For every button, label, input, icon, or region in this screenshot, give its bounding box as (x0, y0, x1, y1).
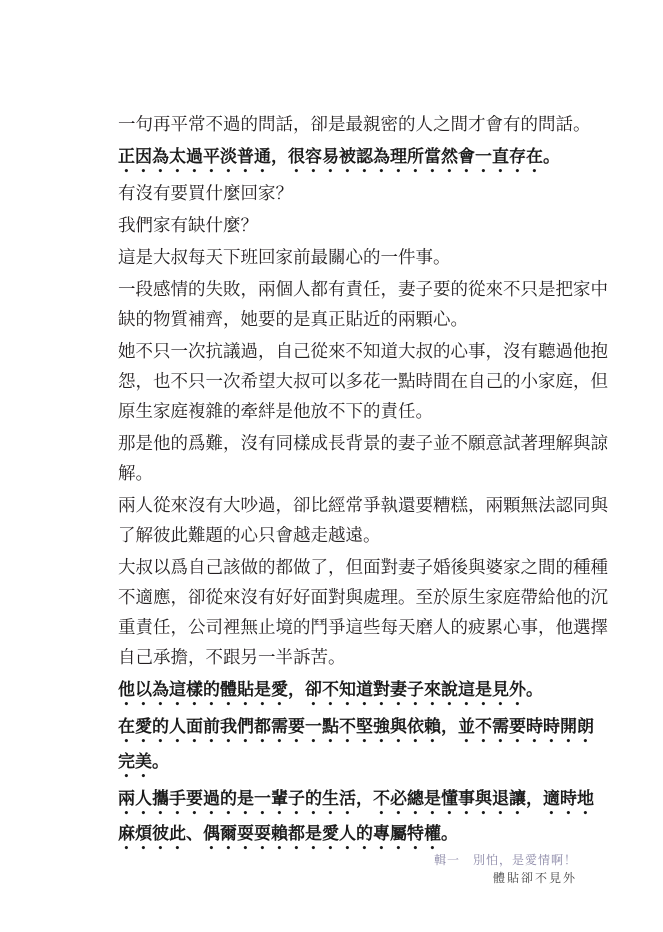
text-line: 一段感情的失敗，兩個人都有責任，妻子要的從來不只是把家中 (118, 280, 608, 300)
text-line: 在愛的人面前我們都需要一點不堅強與依賴，並不需要時時開朗 (118, 717, 594, 737)
text-line: 大叔以爲自己該做的都做了，但面對妻子婚後與婆家之間的種種 (118, 558, 608, 578)
paragraph (118, 553, 608, 673)
emphasized-paragraph (118, 142, 588, 177)
text-line: 我們家有缺什麼？ (118, 216, 258, 236)
paragraph (118, 211, 588, 241)
text-line: 原生家庭複雜的牽絆是他放不下的責任。 (118, 402, 433, 422)
paragraph (118, 110, 591, 140)
text-line: 怨，也不只一次希望大叔可以多花一點時間在自己的小家庭，但 (118, 372, 608, 392)
text-line: 解。 (118, 464, 153, 484)
text-line: 他以為這樣的體貼是愛，卻不知道對妻子來說這是見外。 (118, 680, 543, 700)
text-line: 兩人從來沒有大吵過，卻比經常爭執還要糟糕，兩顆無法認同與 (118, 496, 608, 516)
paragraph (118, 275, 608, 335)
paragraph (118, 243, 588, 273)
paragraph (118, 179, 588, 209)
paragraph (118, 491, 608, 551)
section-title: 體貼卻不見外 (492, 871, 577, 885)
text-line: 這是大叔每天下班回家前最關心的一件事。 (118, 248, 451, 268)
paragraph (118, 337, 608, 427)
text-line: 正因為太過平淡普通，很容易被認為理所當然會一直存在。 (118, 147, 560, 167)
paragraph (118, 429, 608, 489)
text-line: 有沒有要買什麼回家？ (118, 184, 293, 204)
text-line: 自己承擔，不跟另一半訴苦。 (118, 648, 346, 668)
text-line: 麻煩彼此、偶爾耍耍賴都是愛人的專屬特權。 (118, 824, 458, 844)
text-line: 完美。 (118, 752, 169, 772)
emphasized-paragraph (118, 712, 594, 782)
text-line: 重責任，公司裡無止境的鬥爭這些每天磨人的疲累心事，他選擇 (118, 618, 608, 638)
text-line: 一句再平常不過的問話，卻是最親密的人之間才會有的問話。 (118, 115, 591, 135)
text-line: 不適應，卻從來沒有好好面對與處理。至於原生家庭帶給他的沉 (118, 588, 608, 608)
page-body (118, 110, 608, 856)
emphasized-paragraph (118, 784, 594, 854)
text-line: 兩人攜手要過的是一輩子的生活，不必總是懂事與退讓，適時地 (118, 789, 594, 809)
emphasized-paragraph (118, 675, 588, 710)
chapter-label: 輯一 別怕，是愛情啊！ (433, 853, 577, 867)
running-footer (434, 851, 577, 887)
text-line: 缺的物質補齊，她要的是真正貼近的兩顆心。 (118, 310, 468, 330)
text-line: 她不只一次抗議過，自己從來不知道大叔的心事，沒有聽過他抱 (118, 342, 608, 362)
text-line: 了解彼此難題的心只會越走越遠。 (118, 526, 381, 546)
text-line: 那是他的爲難，沒有同樣成長背景的妻子並不願意試著理解與諒 (118, 434, 608, 454)
